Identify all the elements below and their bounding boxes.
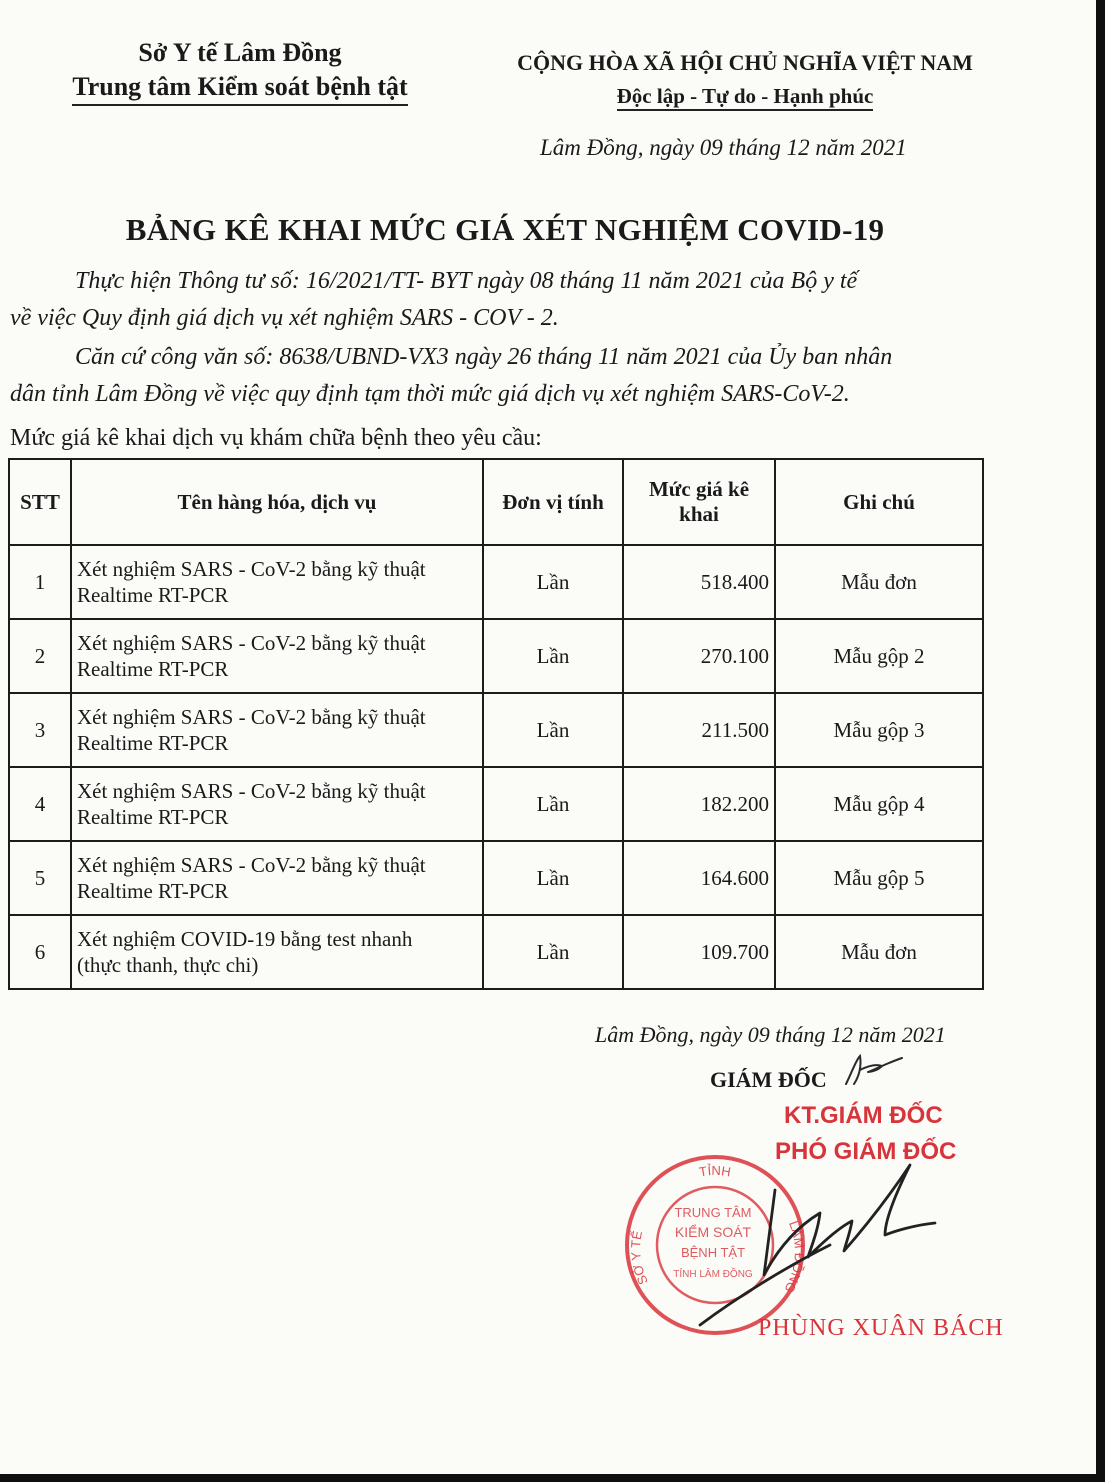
cell-stt: 5: [9, 841, 71, 915]
service-name-line1: Xét nghiệm SARS - CoV-2 bằng kỹ thuật: [77, 852, 426, 877]
nation-name: CỘNG HÒA XÃ HỘI CHỦ NGHĨA VIỆT NAM: [517, 50, 973, 75]
seal-right-text: LÂM ĐỒNG: [781, 1218, 807, 1296]
price-table: [8, 458, 984, 990]
cell-service-name: [71, 841, 483, 915]
header-price: [623, 459, 775, 545]
cell-note: Mẫu gộp 2: [775, 619, 983, 693]
table-header-row: [9, 459, 983, 545]
header-service-name: Tên hàng hóa, dịch vụ: [71, 459, 483, 545]
cell-stt: 1: [9, 545, 71, 619]
org-center: Trung tâm Kiểm soát bệnh tật: [72, 72, 407, 106]
table-row: [9, 767, 983, 841]
paragraph-dispatch-line1: Căn cứ công văn số: 8638/UBND-VX3 ngày 26 tháng 11 năm 2021 của Ủy ban nhân: [75, 344, 893, 370]
cell-service-name: [71, 693, 483, 767]
nation-motto: Độc lập - Tự do - Hạnh phúc: [617, 84, 874, 111]
kt-director-label: KT.GIÁM ĐỐC: [784, 1102, 943, 1129]
cell-price: 270.100: [623, 619, 775, 693]
seal-inner-line3: BỆNH TẬT: [680, 1245, 746, 1260]
cell-price: 211.500: [623, 693, 775, 767]
service-name-line1: Xét nghiệm SARS - CoV-2 bằng kỹ thuật: [77, 704, 426, 729]
table-intro-note: Mức giá kê khai dịch vụ khám chữa bệnh theo yêu cầu:: [10, 425, 542, 451]
seal-inner-line4: TỈNH LÂM ĐỒNG: [673, 1269, 753, 1280]
cell-note: Mẫu đơn: [775, 545, 983, 619]
header-nation: [490, 50, 1000, 111]
cell-service-name: [71, 767, 483, 841]
table-row: [9, 841, 983, 915]
cell-service-name: [71, 619, 483, 693]
service-name-line1: Xét nghiệm SARS - CoV-2 bằng kỹ thuật: [77, 556, 426, 581]
header-organization: [40, 38, 440, 106]
cell-unit: Lần: [483, 767, 623, 841]
cell-price: 164.600: [623, 841, 775, 915]
service-name-line1: Xét nghiệm SARS - CoV-2 bằng kỹ thuật: [77, 630, 426, 655]
cell-stt: 3: [9, 693, 71, 767]
cell-unit: Lần: [483, 619, 623, 693]
header-price-line1: Mức giá kê: [648, 477, 750, 501]
cell-unit: Lần: [483, 693, 623, 767]
paragraph-dispatch-line2: dân tỉnh Lâm Đồng về việc quy định tạm thời mức giá dịch vụ xét nghiệm SARS-CoV-2.: [10, 381, 850, 407]
seal-inner-line1: TRUNG TÂM: [674, 1205, 752, 1220]
paragraph-circular-line1: Thực hiện Thông tư số: 16/2021/TT- BYT ngày 08 tháng 11 năm 2021 của Bộ y tế: [75, 268, 858, 294]
table-row: [9, 545, 983, 619]
cell-price: 109.700: [623, 915, 775, 989]
cell-price: 182.200: [623, 767, 775, 841]
service-name-line2: Realtime RT-PCR: [77, 583, 229, 607]
service-name-line1: Xét nghiệm COVID-19 bằng test nhanh: [77, 926, 413, 951]
cell-note: Mẫu đơn: [775, 915, 983, 989]
cell-service-name: [71, 915, 483, 989]
cell-unit: Lần: [483, 915, 623, 989]
cell-stt: 6: [9, 915, 71, 989]
seal-inner-line2: KIỂM SOÁT: [674, 1224, 752, 1240]
org-department: Sở Y tế Lâm Đồng: [138, 38, 342, 67]
document-title: BẢNG KÊ KHAI MỨC GIÁ XÉT NGHIỆM COVID-19: [125, 212, 885, 247]
header-note: Ghi chú: [775, 459, 983, 545]
cell-stt: 2: [9, 619, 71, 693]
document-date: Lâm Đồng, ngày 09 tháng 12 năm 2021: [540, 135, 907, 160]
service-name-line2: Realtime RT-PCR: [77, 805, 229, 829]
service-name-line2: Realtime RT-PCR: [77, 879, 229, 903]
table-row: [9, 619, 983, 693]
paragraph-circular-line2: về việc Quy định giá dịch vụ xét nghiệm SARS - COV - 2.: [10, 305, 559, 331]
header-price-line2: khai: [679, 502, 719, 526]
cell-unit: Lần: [483, 545, 623, 619]
service-name-line2: Realtime RT-PCR: [77, 657, 229, 681]
cell-note: Mẫu gộp 5: [775, 841, 983, 915]
cell-stt: 4: [9, 767, 71, 841]
initial-signature-icon: [838, 1050, 908, 1090]
signature-icon: [680, 1135, 940, 1335]
service-name-line2: (thực thanh, thực chi): [77, 953, 259, 977]
header-unit: Đơn vị tính: [483, 459, 623, 545]
seal-top-text: TỈNH: [698, 1162, 732, 1180]
footer-date: Lâm Đồng, ngày 09 tháng 12 năm 2021: [595, 1022, 946, 1047]
table-row: [9, 915, 983, 989]
cell-unit: Lần: [483, 841, 623, 915]
service-name-line2: Realtime RT-PCR: [77, 731, 229, 755]
cell-price: 518.400: [623, 545, 775, 619]
cell-note: Mẫu gộp 3: [775, 693, 983, 767]
table-row: [9, 693, 983, 767]
header-stt: STT: [9, 459, 71, 545]
cell-note: Mẫu gộp 4: [775, 767, 983, 841]
signer-name: PHÙNG XUÂN BÁCH: [758, 1315, 1004, 1341]
seal-left-text: SỞ Y TẾ: [628, 1229, 651, 1288]
director-label: GIÁM ĐỐC: [710, 1067, 827, 1092]
service-name-line1: Xét nghiệm SARS - CoV-2 bằng kỹ thuật: [77, 778, 426, 803]
cell-service-name: [71, 545, 483, 619]
deputy-director-label: PHÓ GIÁM ĐỐC: [775, 1138, 957, 1165]
